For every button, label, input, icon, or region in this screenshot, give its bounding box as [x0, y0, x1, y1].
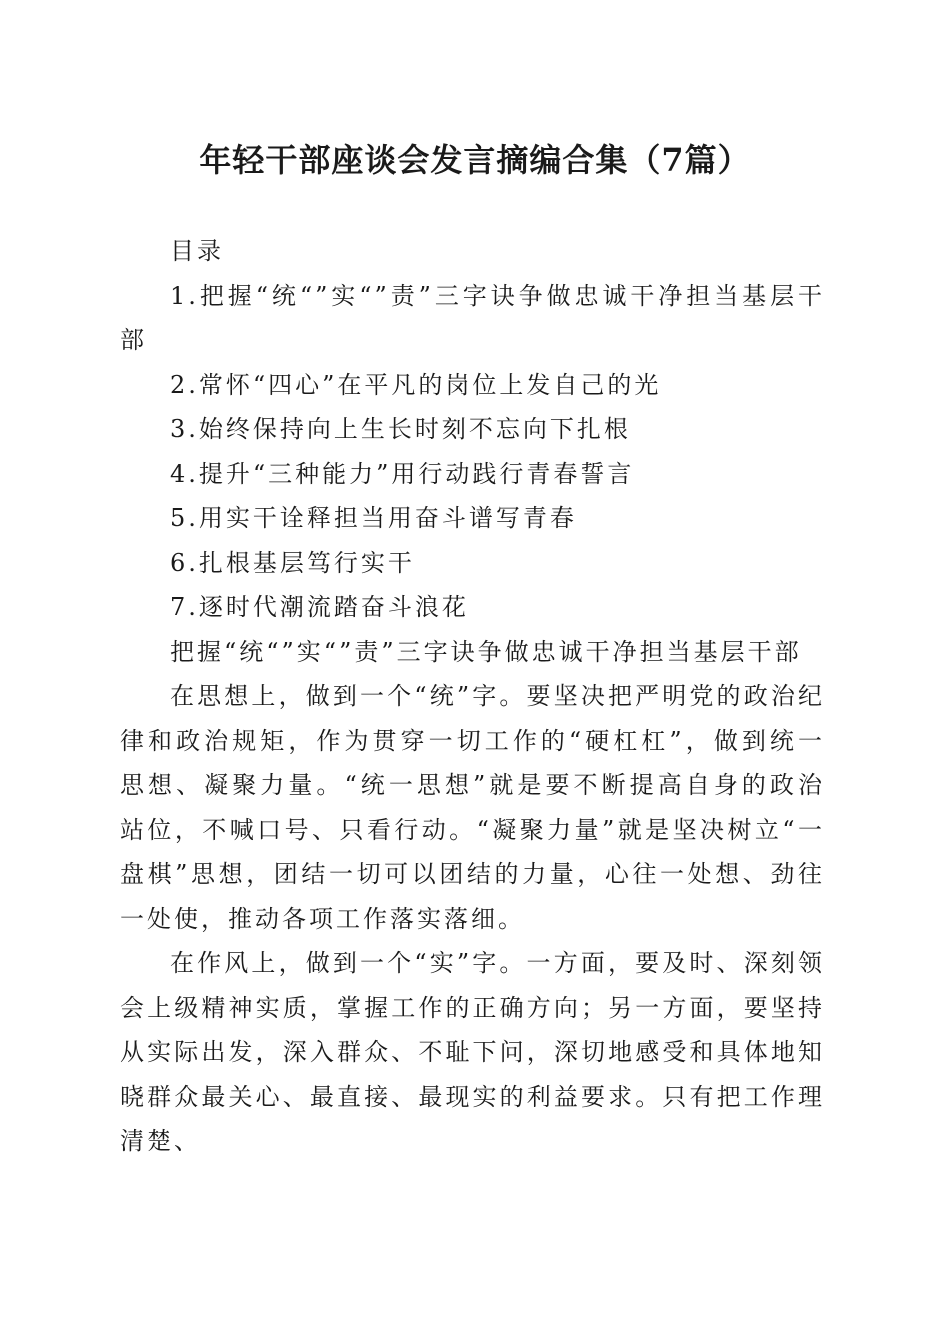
- paragraph-2: 在作风上，做到一个“实”字。一方面，要及时、深刻领会上级精神实质，掌握工作的正确方向；另一方面，要坚持从实际出发，深入群众、不耻下问，深切地感受和具体地知晓群众最关心、最直接、最现实的利益要求。只有把工作理清楚、: [120, 949, 825, 1155]
- toc-item-1: 1.把握“统“”实“”责”三字诀争做忠诚干净担当基层干部: [120, 281, 825, 354]
- toc-heading: 目录: [170, 237, 224, 265]
- toc-item-7: 7.逐时代潮流踏奋斗浪花: [170, 593, 469, 621]
- toc-item-2: 2.常怀“四心”在平凡的岗位上发自己的光: [170, 370, 662, 399]
- toc-item-5: 5.用实干诠释担当用奋斗谱写青春: [170, 504, 577, 532]
- document-title: 年轻干部座谈会发言摘编合集（7篇）: [199, 141, 751, 179]
- toc-item-4: 4.提升“三种能力”用行动践行青春誓言: [170, 459, 635, 488]
- toc-item-6: 6.扎根基层笃行实干: [170, 548, 415, 577]
- paragraph-1: 在思想上，做到一个“统”字。要坚决把严明党的政治纪律和政治规矩，作为贯穿一切工作的“硬杠杠”，做到统一思想、凝聚力量。“统一思想”就是要不断提高自身的政治站位，不喊口号、只看行动。“凝聚力量”就是坚决树立“一盘棋”思想，团结一切可以团结的力量，心往一处想、劲往一处使，推动各项工作落实落细。: [120, 682, 825, 933]
- document-body: [120, 229, 825, 1164]
- section-title: 把握“统“”实“”责”三字诀争做忠诚干净担当基层干部: [170, 637, 802, 666]
- toc-item-3: 3.始终保持向上生长时刻不忘向下扎根: [170, 415, 631, 443]
